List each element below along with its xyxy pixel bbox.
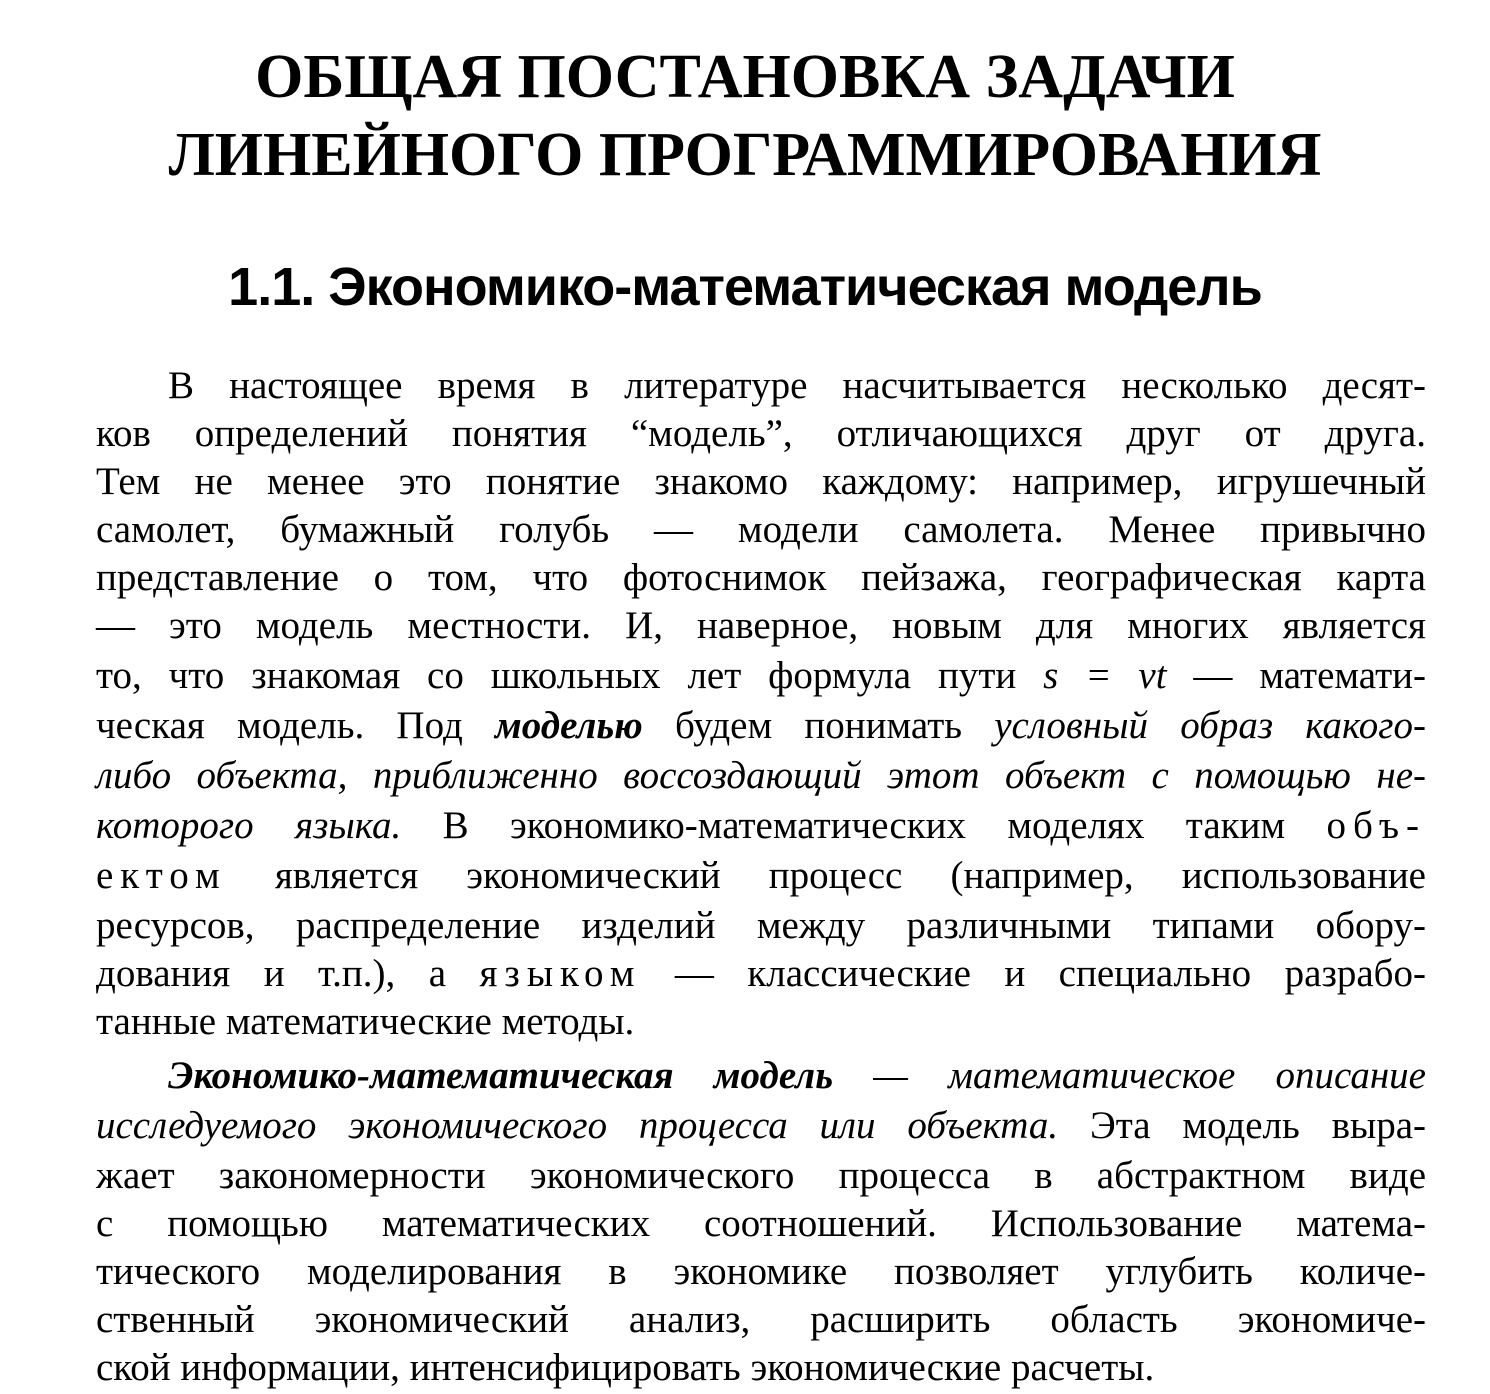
text-line: Тем не менее это понятие знакомо каждому: например, игрушечный <box>96 460 1426 503</box>
text-line <box>96 702 1426 750</box>
text-line: представление о том, что фотоснимок пейзажа, географическая карта <box>96 556 1426 599</box>
text-line <box>96 852 1426 900</box>
section-title: 1.1. Экономико-математическая модель <box>228 257 1262 317</box>
text-run: — математи- <box>1166 654 1427 697</box>
text-run: В экономико-математических моделях таким <box>401 804 1327 847</box>
text-line: В настоящее время в литературе насчитывается несколько десят- <box>168 364 1426 407</box>
text-line: ственный экономический анализ, расширить область экономиче- <box>96 1298 1426 1341</box>
text-line <box>96 950 1426 998</box>
text-line: ской информации, интенсифицировать экономические расчеты. <box>96 1346 1155 1389</box>
formula: s = vt <box>1043 654 1167 697</box>
spaced-term: языком <box>479 952 642 995</box>
text-line: танные математические методы. <box>96 1000 635 1043</box>
text-line: с помощью математических соотношений. Использование матема- <box>96 1202 1426 1245</box>
text-run: ческая модель. Под <box>96 704 496 747</box>
definition-text: исследуемого экономического процесса или объекта. <box>96 1104 1059 1147</box>
definition-line: либо объекта, приближенно воссоздающий этот объект с помощью не- <box>96 754 1426 797</box>
text-line: самолет, бумажный голубь — модели самолета. Менее привычно <box>96 508 1426 551</box>
defined-term: моделью <box>495 704 643 747</box>
spaced-term: объ- <box>1326 804 1426 847</box>
text-run: то, что знакомая со школьных лет формула пути <box>96 654 1044 697</box>
definition-text: которого языка. <box>96 804 402 847</box>
text-run: дования и т.п.), а <box>96 952 480 995</box>
text-line: тического моделирования в экономике позволяет углубить количе- <box>96 1250 1426 1293</box>
text-run: Эта модель выра- <box>1058 1104 1426 1147</box>
text-run: является экономический процесс (например, использование <box>226 854 1426 897</box>
text-line <box>96 652 1426 700</box>
text-line <box>168 1052 1426 1100</box>
chapter-title <box>0 38 1490 194</box>
text-line: ков определений понятия “модель”, отличающихся друг от друга. <box>96 412 1426 455</box>
text-line <box>96 1102 1426 1150</box>
text-line <box>96 802 1426 850</box>
text-line: — это модель местности. И, наверное, новым для многих является <box>96 604 1426 647</box>
definition-text: — математическое описание <box>833 1054 1426 1097</box>
defined-term: Экономико-математическая модель <box>168 1054 834 1097</box>
text-run: — классические и специально разрабо- <box>641 952 1426 995</box>
definition-text: условный образ какого- <box>994 704 1427 747</box>
spaced-term: ектом <box>96 854 227 897</box>
chapter-title-line-2: ЛИНЕЙНОГО ПРОГРАММИРОВАНИЯ <box>168 121 1322 189</box>
text-line: жает закономерности экономического процесса в абстрактном виде <box>96 1154 1426 1197</box>
text-line: ресурсов, распределение изделий между различными типами обору- <box>96 904 1426 947</box>
chapter-title-line-1: ОБЩАЯ ПОСТАНОВКА ЗАДАЧИ <box>255 43 1235 111</box>
text-run: будем понимать <box>642 704 995 747</box>
